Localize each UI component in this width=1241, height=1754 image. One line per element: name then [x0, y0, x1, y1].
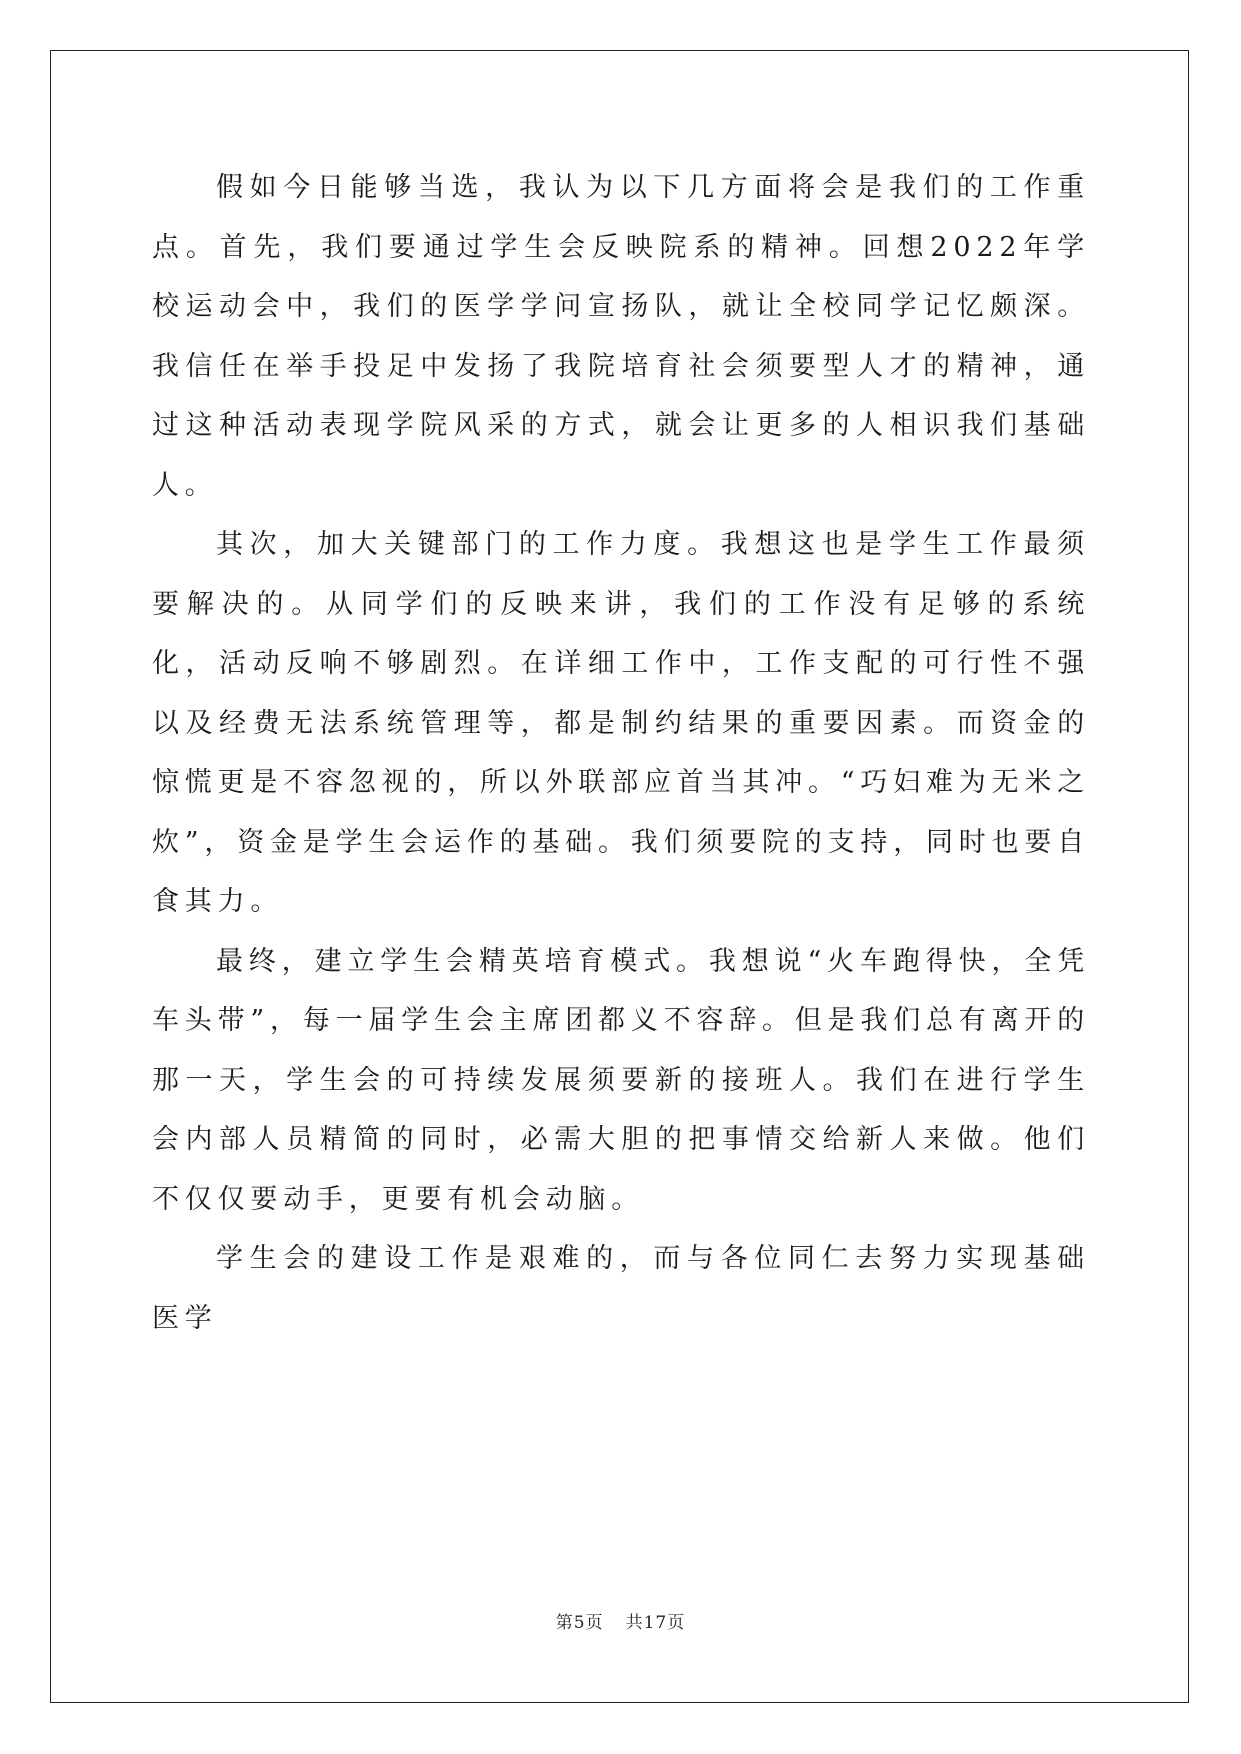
- document-body: [152, 158, 1090, 1348]
- paragraph: 学生会的建设工作是艰难的，而与各位同仁去努力实现基础医学: [152, 1243, 1090, 1334]
- page-number: 第5页: [555, 1613, 604, 1633]
- paragraph: 其次，加大关键部门的工作力度。我想这也是学生工作最须要解决的。从同学们的反映来讲，我们的工作没有足够的系统化，活动反响不够剧烈。在详细工作中，工作支配的可行性不强以及经费无法系统管理等，都是制约结果的重要因素。而资金的惊慌更是不容忽视的，所以外联部应首当其冲。“巧妇难为无米之炊”，资金是学生会运作的基础。我们须要院的支持，同时也要自食其力。: [152, 529, 1091, 917]
- page-footer: [0, 1608, 1241, 1633]
- paragraph: 最终，建立学生会精英培育模式。我想说“火车跑得快，全凭车头带”，每一届学生会主席团都义不容辞。但是我们总有离开的那一天，学生会的可持续发展须要新的接班人。我们在进行学生会内部人员精简的同时，必需大胆的把事情交给新人来做。他们不仅仅要动手，更要有机会动脑。: [152, 945, 1091, 1215]
- paragraph: 假如今日能够当选，我认为以下几方面将会是我们的工作重点。首先，我们要通过学生会反映院系的精神。回想2022年学校运动会中，我们的医学学问宣扬队，就让全校同学记忆颇深。我信任在举手投足中发扬了我院培育社会须要型人才的精神，通过这种活动表现学院风采的方式，就会让更多的人相识我们基础人。: [152, 172, 1090, 501]
- page-total: 共17页: [625, 1613, 686, 1633]
